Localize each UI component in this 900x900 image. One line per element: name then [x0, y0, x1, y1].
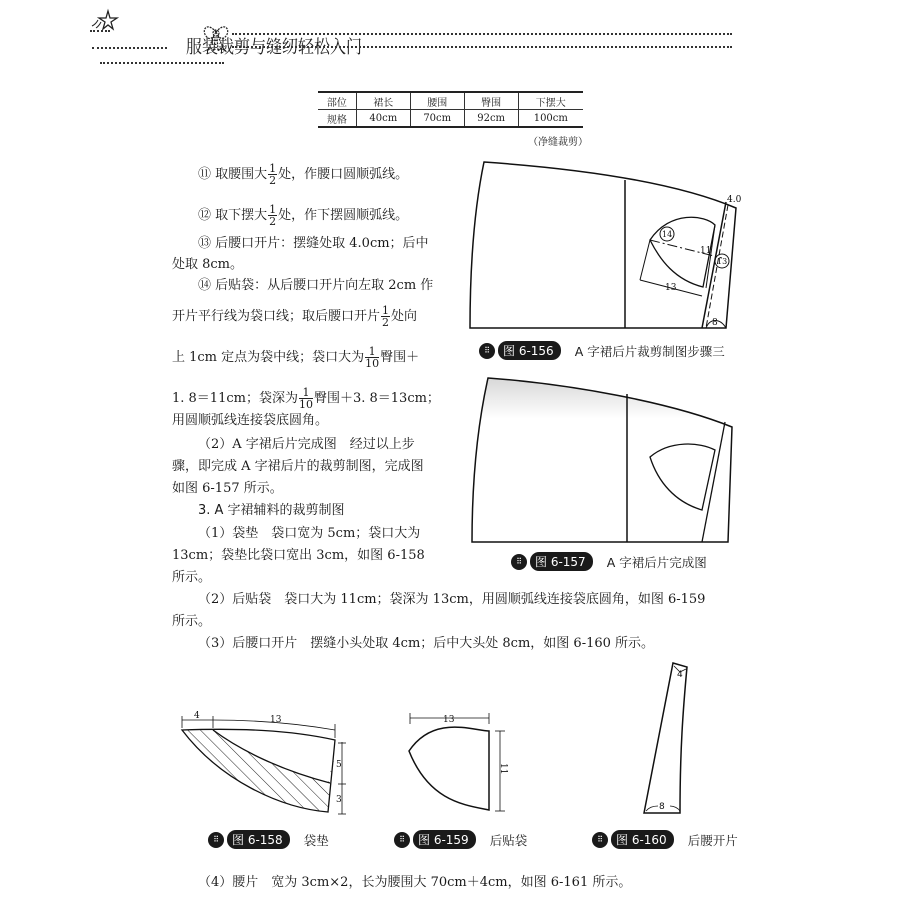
text: 开片平行线为袋口线；取后腰口开片: [172, 309, 381, 324]
table-row: [318, 110, 583, 128]
step-14-line3: [172, 346, 419, 369]
figure-6-158-diagram: [180, 710, 350, 820]
table-cell: 臀围: [464, 92, 518, 110]
figure-number: 图 6-159: [413, 830, 476, 849]
text: 1. 8＝11cm；袋深为: [172, 391, 298, 406]
fraction-half: $\frac{1}{2}$: [382, 304, 390, 329]
book-title: 服装裁剪与缝纫轻松入门: [186, 35, 363, 58]
figure-badge-icon: ⠿: [479, 343, 495, 359]
figure-6-160-diagram: [630, 660, 700, 820]
table-note: （净缝裁剪）: [528, 137, 588, 148]
table-cell: 70cm: [410, 110, 464, 128]
item2-line2: 所示。: [172, 614, 212, 629]
figure-badge-icon: ⠿: [208, 832, 224, 848]
figure-title: 袋垫: [303, 832, 329, 848]
fraction-tenth: $\frac{1}{10}$: [365, 345, 380, 370]
fraction-tenth: $\frac{1}{10}$: [298, 386, 313, 411]
table-cell: 40cm: [356, 110, 410, 128]
text: 臀围＋3. 8＝13cm；: [313, 391, 440, 406]
text: 处向: [391, 309, 418, 324]
svg-text:13: 13: [717, 257, 728, 266]
text: 上 1cm 定点为袋中线；袋口大为: [172, 350, 365, 365]
step-13-line1: ⑬ 后腰口开片：摆缝处取 4.0cm；后中: [198, 236, 429, 251]
table-cell: 92cm: [464, 110, 518, 128]
figure-title: 后腰开片: [687, 832, 738, 848]
text: 臀围＋: [380, 350, 420, 365]
figure-badge-icon: ⠿: [592, 832, 608, 848]
table-cell: 裙长: [356, 92, 410, 110]
section2-line3: 如图 6-157 所示。: [172, 481, 283, 496]
figure-title: A 字裙后片裁剪制图步骤三: [574, 343, 725, 359]
step-14-line5: 用圆顺弧线连接袋底圆角。: [172, 413, 329, 428]
text: 处，作下摆圆顺弧线。: [278, 208, 409, 223]
figure-6-159-caption: [394, 830, 527, 849]
star-icon: [88, 8, 118, 32]
svg-text:11: 11: [700, 246, 712, 256]
fraction-half: $\frac{1}{2}$: [269, 203, 277, 228]
figure-6-157-diagram: [470, 372, 750, 547]
figure-6-159-diagram: [405, 710, 515, 820]
step-14-line4: [172, 387, 440, 410]
figure-6-160-caption: [592, 830, 738, 849]
svg-text:3: 3: [336, 795, 342, 805]
svg-text:4: 4: [194, 711, 200, 721]
figure-badge-icon: ⠿: [511, 554, 527, 570]
item1-line2: 13cm；袋垫比袋口宽出 3cm，如图 6-158: [172, 548, 425, 563]
item1-line3: 所示。: [172, 570, 212, 585]
table-cell: 下摆大: [518, 92, 583, 110]
figure-number: 图 6-158: [227, 830, 290, 849]
table-cell: 规格: [318, 110, 356, 128]
item3: （3）后腰口开片 摆缝小头处取 4cm；后中大头处 8cm，如图 6-160 所示。: [198, 636, 655, 651]
table-cell: 腰围: [410, 92, 464, 110]
fraction-half: $\frac{1}{2}$: [269, 162, 277, 187]
item2-line1: （2）后贴袋 袋口大为 11cm；袋深为 13cm，用圆顺弧线连接袋底圆角，如图 6-159: [198, 592, 706, 607]
section3-heading: 3. A 字裙辅料的裁剪制图: [198, 503, 345, 518]
svg-text:11: 11: [498, 763, 508, 775]
svg-text:13: 13: [270, 715, 282, 725]
text: 处，作腰口圆顺弧线。: [278, 167, 409, 182]
section2-line2: 骤，即完成 A 字裙后片的裁剪制图，完成图: [172, 459, 424, 474]
svg-text:8: 8: [712, 318, 718, 328]
svg-text:13: 13: [443, 715, 455, 725]
step-14-line1: ⑭ 后贴袋：从后腰口开片向左取 2cm 作: [198, 278, 434, 293]
figure-number: 图 6-157: [530, 552, 593, 571]
svg-text:8: 8: [659, 802, 665, 812]
figure-badge-icon: ⠿: [394, 832, 410, 848]
table-cell: 100cm: [518, 110, 583, 128]
item4: （4）腰片 宽为 3cm×2，长为腰围大 70cm＋4cm，如图 6-161 所示。: [198, 875, 632, 890]
svg-text:5: 5: [336, 760, 342, 770]
text: ⑪ 取腰围大: [198, 167, 268, 182]
svg-text:4: 4: [677, 670, 683, 680]
table-row: [318, 92, 583, 110]
table-cell: 部位: [318, 92, 356, 110]
figure-6-157-caption: [511, 552, 707, 571]
figure-number: 图 6-156: [498, 341, 561, 360]
step-11: [198, 163, 408, 186]
step-13-line2: 处取 8cm。: [172, 257, 244, 272]
step-12: [198, 204, 408, 227]
figure-number: 图 6-160: [611, 830, 674, 849]
svg-text:14: 14: [662, 230, 673, 239]
item1-line1: （1）袋垫 袋口宽为 5cm；袋口大为: [198, 526, 421, 541]
bow-icon: [202, 18, 230, 54]
svg-text:13: 13: [665, 283, 677, 293]
svg-text:4.0: 4.0: [727, 195, 742, 205]
spec-table: [318, 91, 583, 128]
figure-title: A 字裙后片完成图: [606, 554, 707, 570]
figure-6-156-diagram: [470, 150, 750, 335]
figure-6-156-caption: [479, 341, 725, 360]
figure-title: 后贴袋: [489, 832, 528, 848]
text: ⑫ 取下摆大: [198, 208, 268, 223]
section2-line1: （2）A 字裙后片完成图 经过以上步: [198, 437, 415, 452]
figure-6-158-caption: [208, 830, 329, 849]
step-14-line2: [172, 305, 417, 328]
